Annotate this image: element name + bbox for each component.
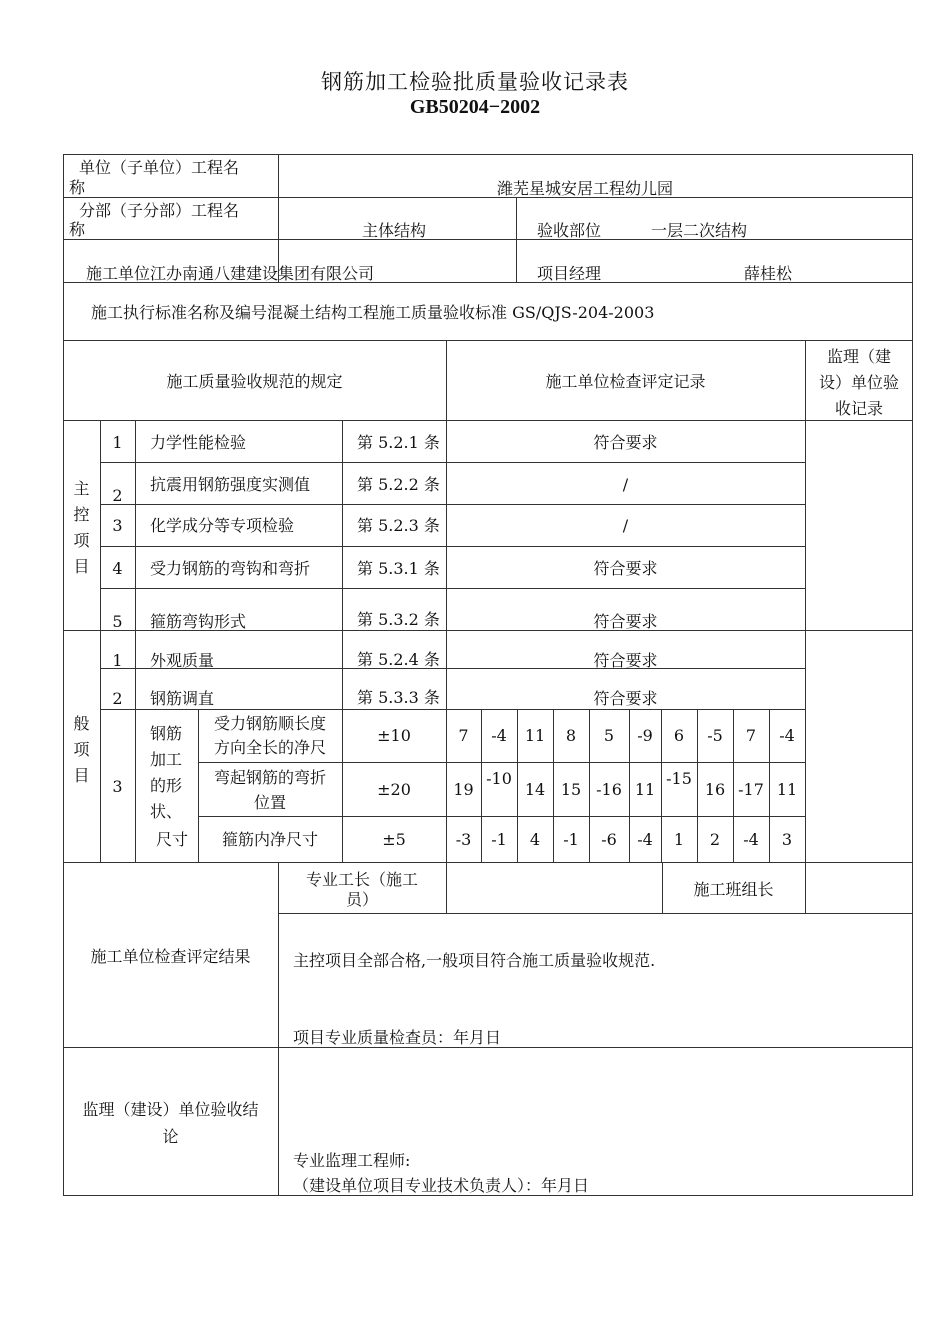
measure-name-line: 位置 [253, 793, 286, 812]
measure-value: 3 [781, 830, 793, 849]
main-item-name: 箍筋弯钩形式 [150, 612, 247, 631]
measure-value: 7 [745, 726, 757, 745]
row3-group-line: 钢筋 [150, 724, 183, 743]
inspection-part-value: 一层二次结构 [651, 221, 748, 240]
main-item-result: 符合要求 [593, 559, 658, 578]
main-item-result: / [622, 475, 629, 494]
owner-technical-lead: （建设单位项目专业技术负责人）：年月日 [293, 1176, 590, 1195]
main-item-name: 化学成分等专项检验 [150, 516, 295, 535]
main-item-name: 抗震用钢筋强度实测值 [150, 475, 311, 494]
main-item-clause: 第 5.2.1 条 [357, 433, 440, 452]
general-item-clause: 第 5.3.3 条 [357, 688, 440, 707]
main-item-name: 受力钢筋的弯钩和弯折 [150, 559, 311, 578]
measure-tolerance: ±20 [377, 780, 411, 799]
measure-value: 8 [565, 726, 577, 745]
general-item-result: 符合要求 [593, 689, 658, 708]
check-column-header: 施工单位检查评定记录 [545, 372, 706, 391]
measure-value: -4 [637, 830, 653, 849]
main-item-result: 符合要求 [593, 612, 658, 631]
unit-project-value: 潍芜星城安居工程幼儿园 [497, 179, 674, 198]
supervision-label-1: 监理（建设）单位验收结 [82, 1100, 259, 1119]
measure-value: 11 [776, 780, 798, 799]
unit-project-label-1: 单位（子单位）工程名 [79, 158, 240, 177]
main-item-no: 2 [112, 486, 123, 505]
main-items-group-char: 主 [73, 479, 90, 498]
measure-value: 7 [458, 726, 469, 745]
measure-value: -17 [738, 780, 764, 799]
main-item-clause: 第 5.2.2 条 [357, 475, 440, 494]
measure-value: -6 [601, 830, 617, 849]
measure-value: -16 [596, 780, 622, 799]
form-title: 钢筋加工检验批质量验收记录表 [321, 70, 629, 94]
team-leader-label: 施工班组长 [693, 880, 774, 899]
measure-name-line: 受力钢筋顺长度 [213, 714, 326, 733]
project-manager-label: 项目经理 [537, 264, 602, 283]
measure-value: -10 [486, 769, 512, 788]
measure-value: 11 [634, 780, 656, 799]
sub-project-label-1: 分部（子分部）工程名 [79, 201, 240, 220]
measure-tolerance: ±10 [377, 726, 411, 745]
sub-project-label-2: 称 [69, 220, 86, 239]
quality-inspector: 项目专业质量检查员：年月日 [293, 1028, 502, 1047]
measure-value: 19 [453, 780, 474, 799]
main-items-group-char: 目 [73, 557, 90, 576]
foreman-label-2: 员） [345, 890, 378, 909]
main-item-no: 3 [112, 516, 123, 535]
measure-value: -4 [779, 726, 795, 745]
main-item-name: 力学性能检验 [150, 433, 247, 452]
foreman-label-1: 专业工长（施工 [305, 870, 418, 889]
spec-column-header: 施工质量验收规范的规定 [166, 372, 343, 391]
measure-value: -15 [666, 769, 692, 788]
general-item-clause: 第 5.2.4 条 [357, 650, 440, 669]
general-item-name: 外观质量 [150, 651, 215, 670]
main-item-no: 5 [112, 612, 123, 631]
main-item-result: 符合要求 [593, 433, 658, 452]
measure-value: -3 [455, 830, 472, 849]
general-items-group-char: 目 [73, 766, 90, 785]
main-item-no: 1 [112, 433, 123, 452]
row3-group-line: 的形 [150, 776, 183, 795]
measure-value: 6 [673, 726, 685, 745]
general-item-no: 2 [112, 689, 123, 708]
supervision-column-header-3: 收记录 [834, 399, 883, 418]
measure-value: 11 [524, 726, 546, 745]
main-item-clause: 第 5.2.3 条 [357, 516, 440, 535]
measure-value: 15 [560, 780, 582, 799]
main-item-clause: 第 5.3.1 条 [357, 559, 440, 578]
sub-project-value: 主体结构 [362, 221, 427, 240]
measure-value: -9 [637, 726, 653, 745]
measure-value: -4 [491, 726, 507, 745]
measure-value: 2 [709, 830, 721, 849]
main-item-no: 4 [112, 559, 123, 578]
contractor-result-label: 施工单位检查评定结果 [90, 947, 251, 966]
measure-tolerance: ±5 [382, 830, 406, 849]
row3-group-line: 加工 [150, 750, 183, 769]
supervision-column-header-1: 监理（建 [826, 347, 891, 366]
general-items-group-char: 般 [73, 714, 90, 733]
contractor-conclusion: 主控项目全部合格,一般项目符合施工质量验收规范. [293, 951, 656, 970]
execution-standard: 施工执行标准名称及编号混凝土结构工程施工质量验收标准 GS/QJS-204-2003 [91, 303, 655, 322]
measure-name-line: 弯起钢筋的弯折 [213, 768, 326, 787]
measure-value: 16 [704, 780, 726, 799]
standard-code: GB50204−2002 [409, 96, 541, 118]
contractor: 施工单位江办南通八建建设集团有限公司 [86, 264, 375, 283]
inspection-part-label: 验收部位 [537, 221, 602, 240]
main-item-clause: 第 5.3.2 条 [357, 610, 440, 629]
general-item-no: 1 [112, 651, 123, 670]
measure-value: -1 [563, 830, 579, 849]
project-manager-value: 薛桂松 [744, 264, 793, 283]
main-items-group-char: 项 [73, 531, 90, 550]
general-item-result: 符合要求 [593, 651, 658, 670]
row3-group-line: 尺寸 [156, 830, 189, 849]
measure-value: 1 [673, 830, 685, 849]
row3-group-line: 状、 [150, 802, 183, 821]
measure-name-line: 方向全长的净尺 [213, 738, 326, 757]
measure-value: -5 [707, 726, 723, 745]
general-item-no: 3 [112, 777, 123, 796]
general-item-name: 钢筋调直 [150, 689, 215, 708]
supervision-column-header-2: 设）单位验 [818, 373, 899, 392]
measure-value: -4 [743, 830, 759, 849]
supervision-label-2: 论 [162, 1127, 179, 1146]
general-items-group-char: 项 [73, 740, 90, 759]
measure-value: 5 [603, 726, 615, 745]
supervision-engineer: 专业监理工程师: [293, 1151, 411, 1170]
measure-value: -1 [491, 830, 507, 849]
measure-value: 14 [524, 780, 546, 799]
main-items-group-char: 控 [73, 505, 90, 524]
unit-project-label-2: 称 [69, 178, 86, 197]
main-item-result: / [622, 516, 629, 535]
measure-value: 4 [529, 830, 541, 849]
measure-name-line: 箍筋内净尺寸 [221, 830, 318, 849]
